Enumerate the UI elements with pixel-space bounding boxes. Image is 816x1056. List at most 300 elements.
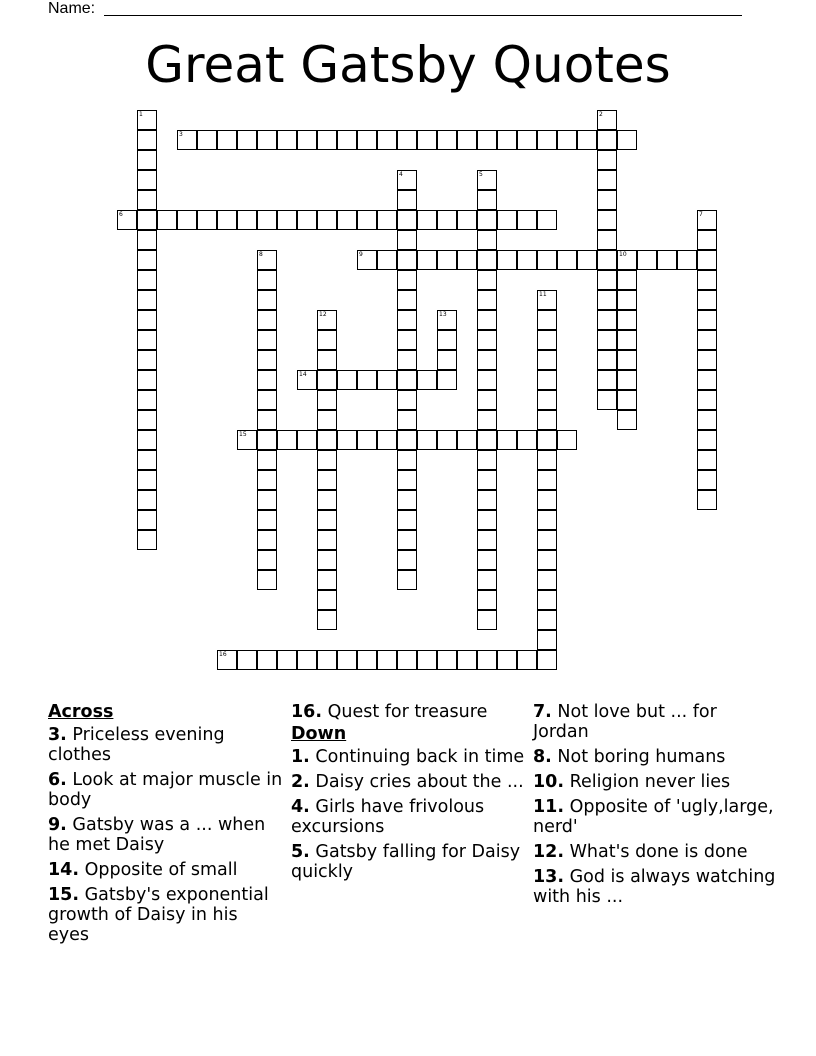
grid-cell[interactable]	[317, 370, 337, 390]
grid-cell[interactable]	[417, 650, 437, 670]
grid-cell[interactable]	[177, 130, 197, 150]
grid-cell[interactable]	[417, 210, 437, 230]
grid-cell[interactable]	[477, 190, 497, 210]
grid-cell[interactable]	[557, 430, 577, 450]
grid-cell[interactable]	[137, 370, 157, 390]
grid-cell[interactable]	[617, 290, 637, 310]
grid-cell[interactable]	[397, 130, 417, 150]
clue-text: Opposite of 'ugly,large, nerd'	[533, 797, 774, 837]
grid-cell[interactable]	[477, 570, 497, 590]
grid-cell[interactable]	[477, 290, 497, 310]
grid-cell[interactable]	[577, 130, 597, 150]
grid-cell[interactable]	[477, 590, 497, 610]
grid-cell[interactable]	[317, 610, 337, 630]
cell-number: 10	[619, 251, 627, 258]
grid-cell[interactable]	[137, 490, 157, 510]
grid-cell[interactable]	[477, 530, 497, 550]
grid-cell[interactable]	[397, 170, 417, 190]
grid-cell[interactable]	[257, 330, 277, 350]
grid-cell[interactable]	[377, 130, 397, 150]
grid-cell[interactable]	[477, 210, 497, 230]
grid-cell[interactable]	[117, 210, 137, 230]
grid-cell[interactable]	[397, 410, 417, 430]
grid-cell[interactable]	[357, 210, 377, 230]
grid-cell[interactable]	[477, 610, 497, 630]
grid-cell[interactable]	[357, 130, 377, 150]
grid-cell[interactable]	[297, 650, 317, 670]
grid-cell[interactable]	[257, 390, 277, 410]
grid-cell[interactable]	[477, 330, 497, 350]
grid-cell[interactable]	[537, 510, 557, 530]
grid-cell[interactable]	[437, 130, 457, 150]
grid-cell[interactable]	[397, 270, 417, 290]
grid-cell[interactable]	[417, 370, 437, 390]
grid-cell[interactable]	[617, 330, 637, 350]
grid-cell[interactable]	[157, 210, 177, 230]
grid-cell[interactable]	[457, 430, 477, 450]
grid-cell[interactable]	[537, 210, 557, 230]
name-label: Name:	[48, 0, 96, 17]
grid-cell[interactable]	[337, 210, 357, 230]
grid-cell[interactable]	[477, 370, 497, 390]
grid-cell[interactable]	[397, 430, 417, 450]
grid-cell[interactable]	[457, 650, 477, 670]
page-title: Great Gatsby Quotes	[145, 36, 671, 94]
grid-cell[interactable]	[257, 350, 277, 370]
grid-cell[interactable]	[137, 390, 157, 410]
grid-cell[interactable]	[257, 130, 277, 150]
grid-cell[interactable]	[337, 430, 357, 450]
clue-text: Gatsby falling for Daisy quickly	[291, 842, 521, 882]
grid-cell[interactable]	[397, 350, 417, 370]
clue-number: 16.	[291, 702, 323, 722]
grid-cell[interactable]	[397, 550, 417, 570]
grid-cell[interactable]	[257, 370, 277, 390]
grid-cell[interactable]	[257, 510, 277, 530]
grid-cell[interactable]	[397, 390, 417, 410]
grid-cell[interactable]	[177, 210, 197, 230]
grid-cell[interactable]	[397, 470, 417, 490]
grid-cell[interactable]	[497, 250, 517, 270]
grid-cell[interactable]	[317, 330, 337, 350]
cell-number: 9	[359, 251, 363, 258]
grid-cell[interactable]	[257, 490, 277, 510]
grid-cell[interactable]	[357, 430, 377, 450]
grid-cell[interactable]	[317, 530, 337, 550]
grid-cell[interactable]	[377, 370, 397, 390]
grid-cell[interactable]	[597, 270, 617, 290]
grid-cell[interactable]	[597, 290, 617, 310]
grid-cell[interactable]	[137, 450, 157, 470]
grid-cell[interactable]	[537, 290, 557, 310]
grid-cell[interactable]	[257, 310, 277, 330]
grid-cell[interactable]	[497, 430, 517, 450]
clue-text: Look at major muscle in body	[48, 770, 283, 810]
grid-cell[interactable]	[537, 590, 557, 610]
clue-down-2	[291, 772, 526, 792]
grid-cell[interactable]	[397, 570, 417, 590]
grid-cell[interactable]	[257, 410, 277, 430]
clue-number: 1.	[291, 747, 310, 767]
clue-text: Gatsby was a ... when he met Daisy	[48, 815, 266, 855]
grid-cell[interactable]	[317, 130, 337, 150]
grid-cell[interactable]	[537, 130, 557, 150]
clue-number: 11.	[533, 797, 565, 817]
clue-number: 4.	[291, 797, 310, 817]
grid-cell[interactable]	[317, 650, 337, 670]
grid-cell[interactable]	[477, 550, 497, 570]
clue-across-3	[48, 725, 283, 765]
grid-cell[interactable]	[137, 250, 157, 270]
clue-text: Priceless evening clothes	[48, 725, 225, 765]
clue-text: Daisy cries about the ...	[315, 772, 524, 792]
grid-cell[interactable]	[697, 430, 717, 450]
grid-cell[interactable]	[257, 470, 277, 490]
grid-cell[interactable]	[257, 530, 277, 550]
clue-number: 7.	[533, 702, 552, 722]
grid-cell[interactable]	[537, 250, 557, 270]
clue-down-11	[533, 797, 778, 837]
grid-cell[interactable]	[257, 250, 277, 270]
grid-cell[interactable]	[597, 250, 617, 270]
grid-cell[interactable]	[437, 210, 457, 230]
grid-cell[interactable]	[537, 490, 557, 510]
grid-cell[interactable]	[397, 250, 417, 270]
grid-cell[interactable]	[537, 310, 557, 330]
grid-cell[interactable]	[417, 250, 437, 270]
grid-cell[interactable]	[477, 450, 497, 470]
grid-cell[interactable]	[477, 390, 497, 410]
grid-cell[interactable]	[477, 470, 497, 490]
grid-cell[interactable]	[657, 250, 677, 270]
clue-number: 13.	[533, 867, 565, 887]
grid-cell[interactable]	[137, 470, 157, 490]
grid-cell[interactable]	[137, 270, 157, 290]
grid-cell[interactable]	[697, 450, 717, 470]
grid-cell[interactable]	[277, 430, 297, 450]
grid-cell[interactable]	[277, 650, 297, 670]
grid-cell[interactable]	[217, 130, 237, 150]
grid-cell[interactable]	[397, 370, 417, 390]
grid-cell[interactable]	[197, 210, 217, 230]
clue-text: Quest for treasure	[327, 702, 488, 722]
cell-number: 5	[479, 171, 483, 178]
grid-cell[interactable]	[437, 650, 457, 670]
grid-cell[interactable]	[397, 290, 417, 310]
grid-cell[interactable]	[317, 590, 337, 610]
grid-cell[interactable]	[237, 430, 257, 450]
grid-cell[interactable]	[517, 210, 537, 230]
grid-cell[interactable]	[437, 370, 457, 390]
grid-cell[interactable]	[437, 250, 457, 270]
grid-cell[interactable]	[397, 450, 417, 470]
grid-cell[interactable]	[317, 470, 337, 490]
grid-cell[interactable]	[437, 330, 457, 350]
grid-cell[interactable]	[337, 130, 357, 150]
grid-cell[interactable]	[697, 410, 717, 430]
grid-cell[interactable]	[537, 470, 557, 490]
grid-cell[interactable]	[597, 230, 617, 250]
grid-cell[interactable]	[317, 390, 337, 410]
grid-cell[interactable]	[257, 270, 277, 290]
grid-cell[interactable]	[397, 210, 417, 230]
clue-down-8	[533, 747, 778, 767]
clue-text: Girls have frivolous excursions	[291, 797, 485, 837]
cell-number: 8	[259, 251, 263, 258]
grid-cell[interactable]	[477, 250, 497, 270]
clue-text: Religion never lies	[569, 772, 731, 792]
grid-cell[interactable]	[617, 250, 637, 270]
clue-down-13	[533, 867, 778, 907]
grid-cell[interactable]	[597, 390, 617, 410]
grid-cell[interactable]	[377, 650, 397, 670]
grid-cell[interactable]	[357, 650, 377, 670]
grid-cell[interactable]	[537, 390, 557, 410]
grid-cell[interactable]	[317, 450, 337, 470]
grid-cell[interactable]	[477, 650, 497, 670]
grid-cell[interactable]	[137, 110, 157, 130]
grid-cell[interactable]	[537, 330, 557, 350]
grid-cell[interactable]	[697, 310, 717, 330]
grid-cell[interactable]	[697, 250, 717, 270]
grid-cell[interactable]	[437, 310, 457, 330]
clue-across-6	[48, 770, 283, 810]
grid-cell[interactable]	[397, 230, 417, 250]
grid-cell[interactable]	[377, 250, 397, 270]
grid-cell[interactable]	[617, 270, 637, 290]
grid-cell[interactable]	[237, 650, 257, 670]
grid-cell[interactable]	[477, 430, 497, 450]
clue-down-12	[533, 842, 778, 862]
grid-cell[interactable]	[317, 430, 337, 450]
grid-cell[interactable]	[137, 150, 157, 170]
grid-cell[interactable]	[597, 350, 617, 370]
clue-text: Opposite of small	[84, 860, 238, 880]
grid-cell[interactable]	[397, 510, 417, 530]
grid-cell[interactable]	[477, 350, 497, 370]
grid-cell[interactable]	[557, 130, 577, 150]
grid-cell[interactable]	[477, 170, 497, 190]
grid-cell[interactable]	[237, 130, 257, 150]
grid-cell[interactable]	[257, 290, 277, 310]
grid-cell[interactable]	[217, 650, 237, 670]
grid-cell[interactable]	[337, 650, 357, 670]
grid-cell[interactable]	[597, 210, 617, 230]
grid-cell[interactable]	[237, 210, 257, 230]
grid-cell[interactable]	[477, 410, 497, 430]
grid-cell[interactable]	[697, 330, 717, 350]
grid-cell[interactable]	[477, 490, 497, 510]
grid-cell[interactable]	[317, 350, 337, 370]
grid-cell[interactable]	[617, 130, 637, 150]
grid-cell[interactable]	[137, 330, 157, 350]
grid-cell[interactable]	[397, 490, 417, 510]
clue-text: God is always watching with his ...	[533, 867, 776, 907]
cell-number: 2	[599, 111, 603, 118]
grid-cell[interactable]	[697, 390, 717, 410]
grid-cell[interactable]	[537, 450, 557, 470]
grid-cell[interactable]	[537, 370, 557, 390]
grid-cell[interactable]	[537, 350, 557, 370]
grid-cell[interactable]	[417, 130, 437, 150]
grid-cell[interactable]	[257, 210, 277, 230]
grid-cell[interactable]	[477, 230, 497, 250]
grid-cell[interactable]	[457, 130, 477, 150]
grid-cell[interactable]	[137, 210, 157, 230]
grid-cell[interactable]	[357, 370, 377, 390]
cell-number: 6	[119, 211, 123, 218]
grid-cell[interactable]	[637, 250, 657, 270]
grid-cell[interactable]	[197, 130, 217, 150]
grid-cell[interactable]	[137, 230, 157, 250]
clue-down-4	[291, 797, 526, 837]
grid-cell[interactable]	[137, 510, 157, 530]
grid-cell[interactable]	[617, 390, 637, 410]
grid-cell[interactable]	[317, 310, 337, 330]
clue-number: 3.	[48, 725, 67, 745]
grid-cell[interactable]	[317, 490, 337, 510]
clue-across-9	[48, 815, 283, 855]
grid-cell[interactable]	[477, 130, 497, 150]
grid-cell[interactable]	[137, 130, 157, 150]
grid-cell[interactable]	[297, 430, 317, 450]
grid-cell[interactable]	[537, 570, 557, 590]
grid-cell[interactable]	[317, 210, 337, 230]
grid-cell[interactable]	[257, 650, 277, 670]
clue-number: 15.	[48, 885, 80, 905]
grid-cell[interactable]	[297, 370, 317, 390]
grid-cell[interactable]	[697, 370, 717, 390]
grid-cell[interactable]	[317, 410, 337, 430]
cell-number: 13	[439, 311, 447, 318]
clue-text: Not boring humans	[557, 747, 726, 767]
grid-cell[interactable]	[217, 210, 237, 230]
grid-cell[interactable]	[357, 250, 377, 270]
grid-cell[interactable]	[697, 270, 717, 290]
cell-number: 16	[219, 651, 227, 658]
grid-cell[interactable]	[617, 370, 637, 390]
grid-cell[interactable]	[697, 490, 717, 510]
grid-cell[interactable]	[497, 130, 517, 150]
grid-cell[interactable]	[397, 650, 417, 670]
grid-cell[interactable]	[517, 650, 537, 670]
grid-cell[interactable]	[537, 530, 557, 550]
grid-cell[interactable]	[277, 210, 297, 230]
grid-cell[interactable]	[297, 210, 317, 230]
grid-cell[interactable]	[597, 110, 617, 130]
grid-cell[interactable]	[617, 410, 637, 430]
grid-cell[interactable]	[597, 130, 617, 150]
grid-cell[interactable]	[297, 130, 317, 150]
grid-cell[interactable]	[597, 310, 617, 330]
grid-cell[interactable]	[437, 350, 457, 370]
grid-cell[interactable]	[497, 650, 517, 670]
clues-column-1	[48, 702, 283, 950]
clue-across-14	[48, 860, 283, 880]
grid-cell[interactable]	[617, 350, 637, 370]
grid-cell[interactable]	[377, 430, 397, 450]
grid-cell[interactable]	[697, 350, 717, 370]
grid-cell[interactable]	[477, 270, 497, 290]
grid-cell[interactable]	[397, 310, 417, 330]
grid-cell[interactable]	[477, 510, 497, 530]
grid-cell[interactable]	[437, 430, 457, 450]
grid-cell[interactable]	[517, 430, 537, 450]
grid-cell[interactable]	[377, 210, 397, 230]
grid-cell[interactable]	[397, 530, 417, 550]
grid-cell[interactable]	[257, 550, 277, 570]
grid-cell[interactable]	[257, 570, 277, 590]
grid-cell[interactable]	[697, 290, 717, 310]
clue-down-1	[291, 747, 526, 767]
grid-cell[interactable]	[517, 130, 537, 150]
grid-cell[interactable]	[137, 310, 157, 330]
down-heading: Down	[291, 724, 347, 744]
cell-number: 11	[539, 291, 547, 298]
grid-cell[interactable]	[137, 350, 157, 370]
clue-number: 10.	[533, 772, 565, 792]
grid-cell[interactable]	[537, 550, 557, 570]
grid-cell[interactable]	[597, 190, 617, 210]
grid-cell[interactable]	[317, 550, 337, 570]
clue-down-10	[533, 772, 778, 792]
grid-cell[interactable]	[257, 430, 277, 450]
cell-number: 1	[139, 111, 143, 118]
clue-across-16	[291, 702, 526, 722]
grid-cell[interactable]	[397, 330, 417, 350]
grid-cell[interactable]	[317, 570, 337, 590]
grid-cell[interactable]	[597, 370, 617, 390]
grid-cell[interactable]	[537, 410, 557, 430]
grid-cell[interactable]	[677, 250, 697, 270]
clue-number: 9.	[48, 815, 67, 835]
grid-cell[interactable]	[597, 330, 617, 350]
grid-cell[interactable]	[137, 190, 157, 210]
grid-cell[interactable]	[417, 430, 437, 450]
grid-cell[interactable]	[457, 250, 477, 270]
clue-down-7	[533, 702, 778, 742]
grid-cell[interactable]	[537, 430, 557, 450]
grid-cell[interactable]	[597, 150, 617, 170]
grid-cell[interactable]	[277, 130, 297, 150]
grid-cell[interactable]	[317, 510, 337, 530]
grid-cell[interactable]	[697, 230, 717, 250]
grid-cell[interactable]	[457, 210, 477, 230]
grid-cell[interactable]	[497, 210, 517, 230]
grid-cell[interactable]	[697, 210, 717, 230]
grid-cell[interactable]	[617, 310, 637, 330]
grid-cell[interactable]	[337, 370, 357, 390]
grid-cell[interactable]	[137, 430, 157, 450]
grid-cell[interactable]	[477, 310, 497, 330]
grid-cell[interactable]	[597, 170, 617, 190]
grid-cell[interactable]	[137, 530, 157, 550]
grid-cell[interactable]	[537, 650, 557, 670]
grid-cell[interactable]	[537, 630, 557, 650]
grid-cell[interactable]	[697, 470, 717, 490]
grid-cell[interactable]	[137, 290, 157, 310]
grid-cell[interactable]	[257, 450, 277, 470]
grid-cell[interactable]	[557, 250, 577, 270]
clue-number: 5.	[291, 842, 310, 862]
grid-cell[interactable]	[517, 250, 537, 270]
grid-cell[interactable]	[137, 170, 157, 190]
grid-cell[interactable]	[537, 610, 557, 630]
cell-number: 7	[699, 211, 703, 218]
grid-cell[interactable]	[577, 250, 597, 270]
grid-cell[interactable]	[397, 190, 417, 210]
grid-cell[interactable]	[137, 410, 157, 430]
